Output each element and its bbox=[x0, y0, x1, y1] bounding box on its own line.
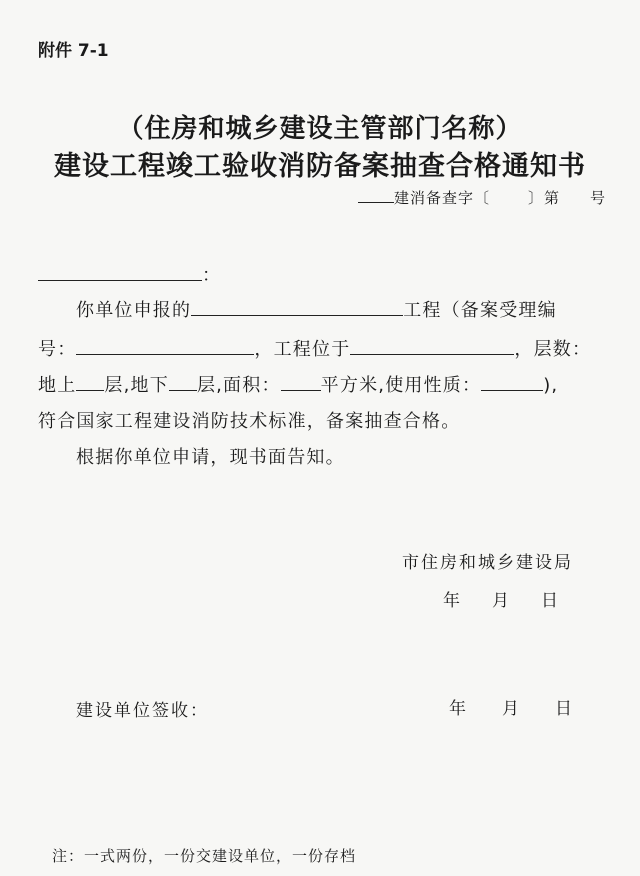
body-text: 工程（备案受理编 bbox=[403, 300, 557, 321]
receipt-month-label: 月 bbox=[502, 699, 521, 719]
body-text: 平方米,使用性质： bbox=[320, 375, 482, 396]
area-blank[interactable] bbox=[281, 372, 321, 391]
body-text: 地上 bbox=[38, 375, 77, 396]
body-text: ，层数： bbox=[514, 339, 592, 360]
footnote: 注：一式两份，一份交建设单位，一份存档 bbox=[52, 847, 357, 865]
body-text: ，工程位于 bbox=[254, 339, 351, 360]
addressee-colon: ： bbox=[202, 265, 222, 286]
doc-number-blank-prefix[interactable] bbox=[358, 187, 394, 203]
issuer-date bbox=[443, 586, 560, 611]
body-line-4: 符合国家工程建设消防技术标准，备案抽查合格。 bbox=[38, 411, 461, 432]
issuer-day-label: 日 bbox=[541, 591, 560, 611]
receipt-year-label: 年 bbox=[449, 699, 468, 719]
body-text: 层,地下 bbox=[104, 375, 169, 396]
body-line-2 bbox=[38, 335, 591, 361]
receipt-signature-label: 建设单位签收： bbox=[76, 701, 209, 721]
usage-type-blank[interactable] bbox=[481, 372, 543, 391]
addressee-blank[interactable] bbox=[38, 262, 202, 281]
body-text: 层,面积： bbox=[196, 375, 281, 396]
body-line-3 bbox=[38, 371, 558, 397]
receipt-date bbox=[449, 694, 574, 719]
body-text: 你单位申报的 bbox=[76, 300, 192, 321]
floors-below-blank[interactable] bbox=[169, 372, 197, 391]
filing-number-blank[interactable] bbox=[76, 336, 254, 355]
body-text: 号： bbox=[38, 339, 77, 360]
floors-above-blank[interactable] bbox=[76, 372, 104, 391]
addressee-line bbox=[38, 261, 221, 287]
doc-number-bracket-close: 〕第 bbox=[527, 189, 560, 207]
issuer-month-label: 月 bbox=[492, 591, 511, 611]
receipt-day-label: 日 bbox=[555, 699, 574, 719]
body-text: ), bbox=[543, 375, 559, 396]
issuing-authority-title: （住房和城乡建设主管部门名称） bbox=[117, 114, 523, 144]
project-name-blank[interactable] bbox=[191, 297, 403, 316]
document-number bbox=[358, 187, 606, 208]
body-line-5: 根据你单位申请，现书面告知。 bbox=[76, 447, 345, 468]
body-line-1 bbox=[76, 296, 557, 322]
annex-label: 附件 7-1 bbox=[38, 41, 109, 61]
project-location-blank[interactable] bbox=[350, 336, 514, 355]
issuer-year-label: 年 bbox=[443, 591, 462, 611]
doc-number-prefix: 建消备查字〔 bbox=[393, 189, 490, 207]
doc-number-suffix: 号 bbox=[589, 189, 606, 207]
issuer-name: 市住房和城乡建设局 bbox=[402, 553, 573, 573]
document-title: 建设工程竣工验收消防备案抽查合格通知书 bbox=[54, 151, 586, 182]
